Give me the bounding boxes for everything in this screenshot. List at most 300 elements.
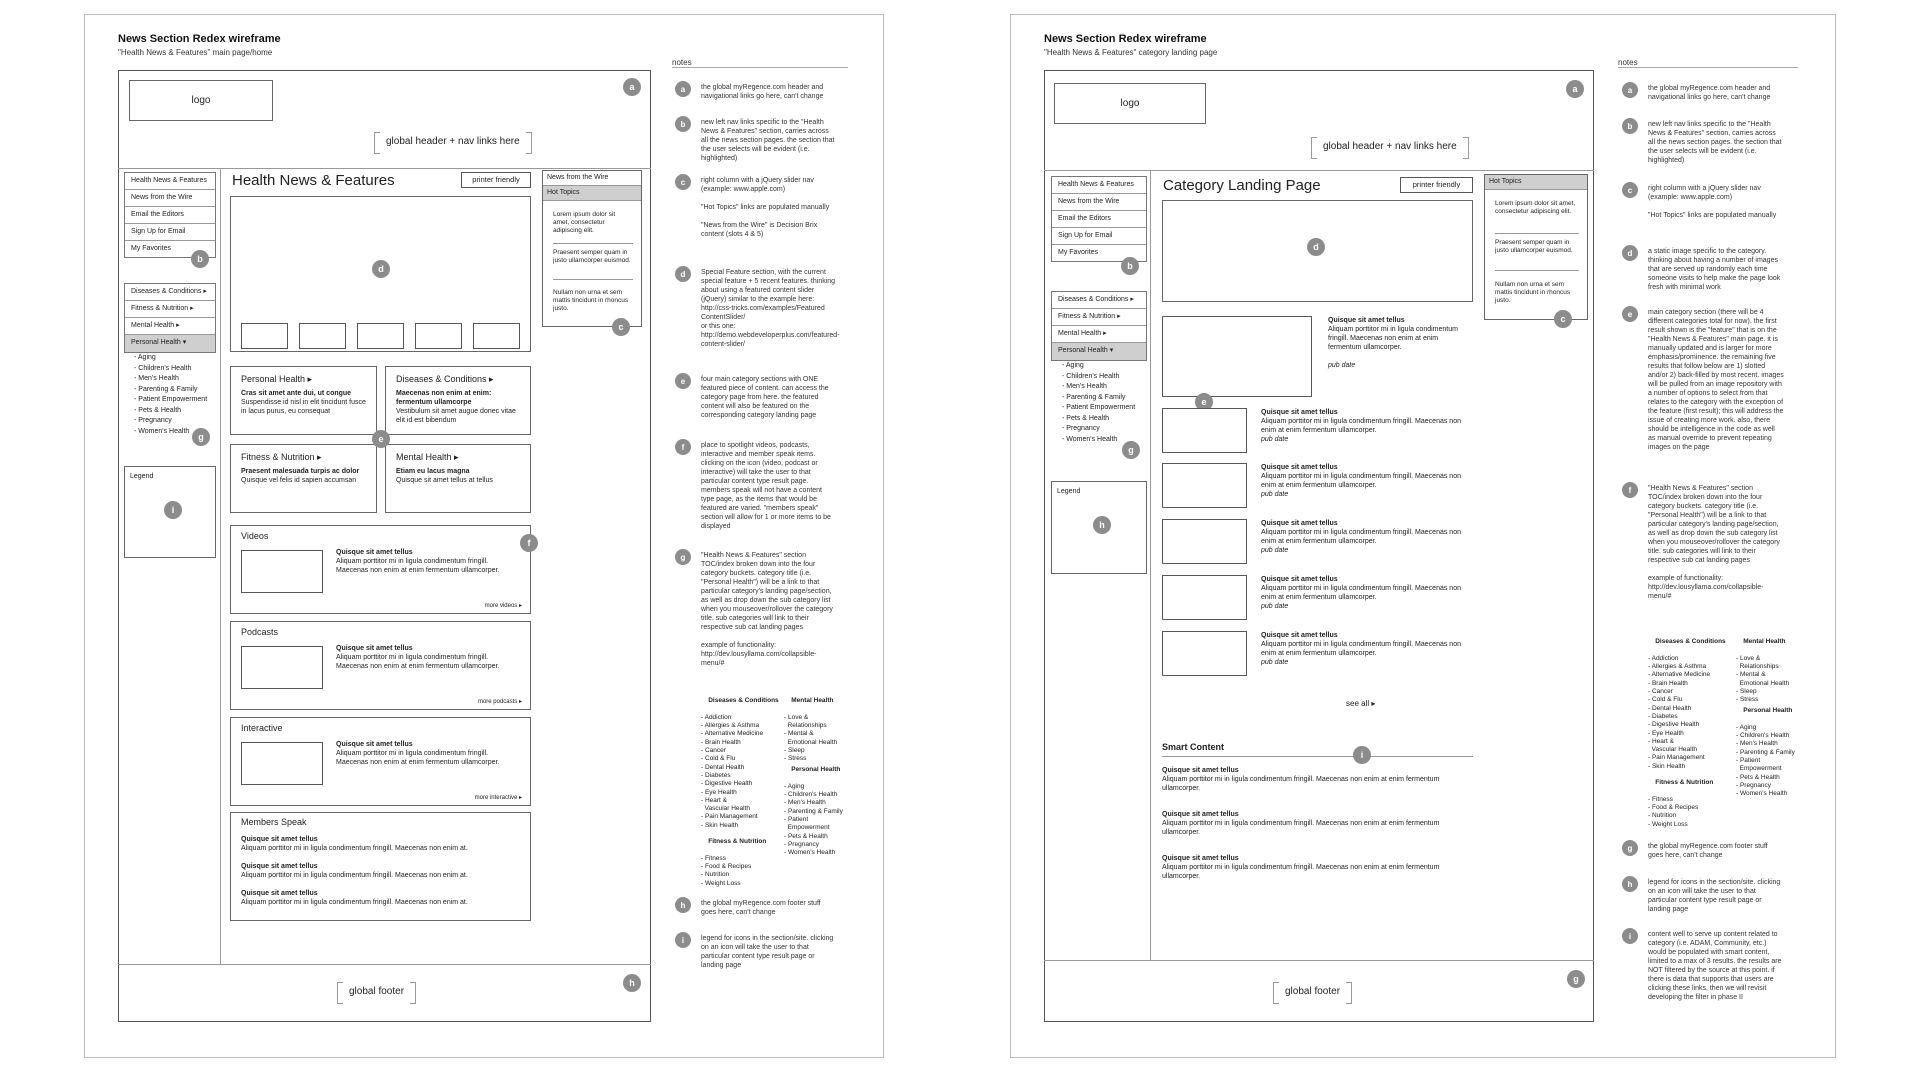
index-item[interactable]: - Women's Health <box>1736 790 1788 798</box>
right-sheet-subtitle: "Health News & Features" category landing page <box>1044 48 1218 57</box>
index-item[interactable]: - Pain Management <box>1648 754 1705 762</box>
index-item[interactable]: - Pain Management <box>701 813 758 821</box>
smart-item-2-text: Aliquam porttitor mi in ligula condimentum fringill. Maecenas non enim at enim fermentum ullamcorper. <box>1162 820 1440 836</box>
cat-personal-title[interactable]: Personal Health ▸ <box>241 374 313 384</box>
videos-title: Videos <box>241 531 269 541</box>
left-note-g-text: "Health News & Features" section TOC/index broken down into the four category buckets. category title (i.e. "Personal Health") will be a link to that particular category's landing page/section, as well as drop down the sub category list when you mouseover/rollover the category title. sub categories will link to their respective sub cat landing pages example of functionality: http://dev.lousyllama.com/collapsible-menu/# <box>701 552 833 667</box>
nav-cat-diseases[interactable]: Diseases & Conditions ▸ <box>125 284 215 301</box>
nav-cat-mental-label: Mental Health <box>131 322 175 329</box>
right-badge-d: d <box>1307 238 1325 256</box>
feature-image[interactable] <box>1162 316 1312 397</box>
left-note-h-text: the global myRegence.com footer stuff goes here, can't change <box>701 900 821 916</box>
result-head[interactable]: Quisque sit amet tellus <box>1261 576 1338 583</box>
nav-cat-fitness-label: Fitness & Nutrition <box>131 305 189 312</box>
index-item[interactable]: - Heart & <box>701 796 728 804</box>
index-item[interactable]: - Weight Loss <box>701 879 741 887</box>
more-podcasts-label: more podcasts <box>477 699 518 705</box>
interactive-thumb[interactable] <box>241 742 323 785</box>
left-note-d-badge: d <box>675 266 691 282</box>
index-item[interactable]: - Allergies & Asthma <box>701 722 760 730</box>
index-diseases-col <box>701 689 779 847</box>
r-subcat-aging[interactable]: - Aging <box>1062 362 1084 369</box>
left-note-i-badge: i <box>675 932 691 948</box>
slider-thumb-5[interactable] <box>473 323 520 349</box>
videos-item-text: Aliquam porttitor mi in ligula condimentum fringill. Maecenas non enim at enim fermentum ullamcorper. <box>336 558 500 574</box>
result-date: pub date <box>1261 547 1289 554</box>
index-item[interactable]: - Digestive Health <box>1648 721 1700 729</box>
hot-topic-divider-2 <box>553 279 633 280</box>
index-item[interactable]: - Parenting & Family <box>784 807 843 815</box>
index-item[interactable]: - Aging <box>1736 723 1757 731</box>
hot-topic-divider-1 <box>553 243 633 244</box>
r-index-fitness-title: Fitness & Nutrition <box>1655 779 1714 787</box>
result-item <box>1261 408 1466 444</box>
feature-text: Aliquam porttitor mi in ligula condimentum fringill. Maecenas non enim at enim fermentum ullamcorper. <box>1328 326 1458 351</box>
r-index-personal-items <box>1736 724 1795 799</box>
subcat-parenting[interactable]: - Parenting & Family <box>134 385 198 393</box>
subcat-children[interactable]: - Children's Health <box>134 364 192 372</box>
cat-box-fitness <box>230 444 377 513</box>
see-all-link[interactable]: see all ▸ <box>1346 699 1376 708</box>
left-note-a-badge: a <box>675 81 691 97</box>
interactive-title: Interactive <box>241 723 283 733</box>
r-nav-item-signup-email[interactable]: Sign Up for Email <box>1052 228 1146 245</box>
left-note-c-text: right column with a jQuery slider nav (example: www.apple.com) "Hot Topics" links are populated manually "News from the Wire" is Decision Brix content (slots 4 & 5) <box>701 177 830 238</box>
legend-label: Legend <box>130 473 154 480</box>
index-item[interactable]: Vascular Health <box>1648 746 1698 754</box>
podcasts-item-head[interactable]: Quisque sit amet tellus <box>336 645 413 652</box>
index-item[interactable]: - Cold & Flu <box>701 755 736 763</box>
r-subcat-patient[interactable]: - Patient Empowerment <box>1062 404 1136 411</box>
smart-item-3-head[interactable]: Quisque sit amet tellus <box>1162 855 1239 862</box>
podcasts-thumb[interactable] <box>241 646 323 689</box>
r-nav-cat-personal[interactable]: Personal Health ▾ <box>1052 343 1146 360</box>
smart-item-1 <box>1162 766 1462 793</box>
index-item[interactable]: - Children's Health <box>1736 732 1790 740</box>
subcat-patient[interactable]: - Patient Empowerment <box>134 396 208 403</box>
right-note-f-badge: f <box>1622 482 1638 498</box>
smart-item-1-text: Aliquam porttitor mi in ligula condimentum fringill. Maecenas non enim at enim fermentum ullamcorper. <box>1162 776 1440 792</box>
index-item[interactable]: - Allergies & Asthma <box>1648 663 1707 671</box>
result-head[interactable]: Quisque sit amet tellus <box>1261 632 1338 639</box>
right-note-e-badge: e <box>1622 306 1638 322</box>
result-head[interactable]: Quisque sit amet tellus <box>1261 520 1338 527</box>
index-item[interactable]: Vascular Health <box>701 805 751 813</box>
videos-item-head[interactable]: Quisque sit amet tellus <box>336 549 413 556</box>
r-index-fitness-items <box>1648 796 1713 829</box>
result-thumb[interactable] <box>1162 575 1247 620</box>
feature-date: pub date <box>1328 362 1356 369</box>
left-notes-heading: notes <box>672 58 848 68</box>
index-item[interactable]: - Food & Recipes <box>701 863 752 871</box>
interactive-item-head[interactable]: Quisque sit amet tellus <box>336 741 413 748</box>
index-diseases-title: Diseases & Conditions <box>708 697 779 705</box>
videos-item <box>336 548 516 575</box>
members-item-1 <box>241 835 526 853</box>
left-note-f-badge: f <box>675 439 691 455</box>
right-note-i-text: content well to serve up content related to category (i.e. ADAM, Community, etc.) would be populated with smart content, limited to a max of 3 results. the results are NOT filtered by the source at this point. if there is data that supports that users are clicking these links, then we will revisit developing the filter in phase II <box>1648 931 1782 1001</box>
index-personal-items <box>784 783 843 858</box>
nav-item-health-news[interactable]: Health News & Features <box>125 173 215 190</box>
right-badge-i: i <box>1353 746 1371 764</box>
index-item[interactable]: - Cancer <box>1648 688 1673 696</box>
right-note-f <box>1628 484 1784 601</box>
r-nav-item-health-news[interactable]: Health News & Features <box>1052 177 1146 194</box>
index-personal-title: Personal Health <box>791 766 841 774</box>
r-nav-item-news-wire[interactable]: News from the Wire <box>1052 194 1146 211</box>
left-note-a-text: the global myRegence.com header and navigational links go here, can't change <box>701 84 824 100</box>
nav-cat-personal-label: Personal Health <box>131 339 181 346</box>
index-item[interactable]: - Skin Health <box>701 821 739 829</box>
index-item[interactable]: - Mental & <box>784 730 814 738</box>
r-hot-topic-3[interactable]: Nullam non urna et sem mattis tincidunt in rhoncus justo. <box>1495 281 1571 304</box>
result-date: pub date <box>1261 659 1289 666</box>
index-item[interactable]: Relationships <box>784 722 827 730</box>
left-badge-e: e <box>372 430 390 448</box>
right-badge-a: a <box>1566 80 1584 98</box>
right-category-index <box>1648 630 1795 828</box>
right-badge-g-left: g <box>1122 441 1140 459</box>
left-note-b-badge: b <box>675 116 691 132</box>
feature-item <box>1328 316 1458 370</box>
r-index-mental-items <box>1736 655 1789 705</box>
right-notes-heading: notes <box>1618 58 1798 68</box>
index-item[interactable]: - Dental Health <box>1648 704 1692 712</box>
left-badge-b: b <box>191 250 209 268</box>
index-item[interactable]: - Cancer <box>701 747 726 755</box>
r-tab-hot-topics[interactable]: Hot Topics <box>1485 175 1587 190</box>
index-item[interactable]: - Sleep <box>1736 688 1757 696</box>
index-item[interactable]: - Love & <box>784 713 809 721</box>
right-badge-b: b <box>1121 257 1139 275</box>
index-item[interactable]: - Pets & Health <box>1736 773 1780 781</box>
tab-hot-topics[interactable]: Hot Topics <box>543 186 641 201</box>
index-item[interactable]: Emotional Health <box>1736 679 1790 687</box>
result-thumb[interactable] <box>1162 408 1247 453</box>
nav-item-signup-email[interactable]: Sign Up for Email <box>125 224 215 241</box>
index-item[interactable]: - Stress <box>784 755 807 763</box>
right-sidebar-divider <box>1150 170 1151 960</box>
r-hot-topic-2[interactable]: Praesent semper quam in justo ullamcorper euismod. <box>1495 239 1573 254</box>
result-thumb[interactable] <box>1162 519 1247 564</box>
cat-diseases-title[interactable]: Diseases & Conditions ▸ <box>396 374 494 384</box>
left-note-h <box>680 899 837 917</box>
more-videos-label: more videos <box>484 603 518 609</box>
subcat-pets[interactable]: - Pets & Health <box>134 406 182 414</box>
nav-item-my-favorites[interactable]: My Favorites <box>131 245 172 252</box>
left-right-column <box>542 170 642 327</box>
result-item <box>1261 463 1466 499</box>
right-printer-friendly-button[interactable]: printer friendly <box>1400 177 1473 193</box>
r-nav-item-my-favorites[interactable]: My Favorites <box>1058 249 1099 256</box>
index-item[interactable]: Emotional Health <box>784 738 838 746</box>
podcasts-title: Podcasts <box>241 627 279 637</box>
left-logo-box: logo <box>129 80 273 121</box>
right-badge-h-left: h <box>1093 516 1111 534</box>
nav-item-news-wire[interactable]: News from the Wire <box>125 190 215 207</box>
right-note-i <box>1628 930 1784 1002</box>
r-subcat-pets[interactable]: - Pets & Health <box>1062 414 1110 422</box>
index-item[interactable]: Empowerment <box>1736 765 1782 773</box>
index-item[interactable]: - Food & Recipes <box>1648 804 1699 812</box>
subcat-men[interactable]: - Men's Health <box>134 375 179 382</box>
r-subcat-pregnancy[interactable]: - Pregnancy <box>1062 425 1100 432</box>
more-interactive-link[interactable]: more interactive ▸ <box>474 795 522 801</box>
r-legend-label: Legend <box>1057 488 1081 495</box>
subcat-women[interactable]: - Women's Health <box>134 427 190 435</box>
right-logo-box: logo <box>1054 83 1206 124</box>
tab-news-wire[interactable]: News from the Wire <box>543 171 641 186</box>
members-speak-title: Members Speak <box>241 817 307 827</box>
left-sheet-title: News Section Redex wireframe <box>118 33 281 45</box>
index-item[interactable]: - Love & <box>1736 654 1761 662</box>
index-item[interactable]: Empowerment <box>784 824 830 832</box>
left-badge-g: g <box>192 428 210 446</box>
slider-thumb-3[interactable] <box>357 323 404 349</box>
cat-mental-body <box>396 467 524 485</box>
right-note-b <box>1627 120 1784 165</box>
right-note-d-badge: d <box>1622 245 1638 261</box>
index-item[interactable]: - Diabetes <box>1648 712 1678 720</box>
index-item[interactable]: - Heart & <box>1648 737 1675 745</box>
left-badge-a: a <box>623 78 641 96</box>
right-badge-e: e <box>1195 393 1213 411</box>
members-item-3-text: Aliquam porttitor mi in ligula condimentum fringill. Maecenas non enim at. <box>241 899 468 906</box>
index-item[interactable]: - Diabetes <box>701 771 731 779</box>
right-global-header: global header + nav links here <box>1323 141 1457 152</box>
right-hot-topics-column <box>1484 174 1588 320</box>
right-footer-divider <box>1044 960 1594 961</box>
cat-fitness-title[interactable]: Fitness & Nutrition ▸ <box>241 452 322 462</box>
hot-topic-1[interactable]: Lorem ipsum dolor sit amet, consectetur adipiscing elit. <box>553 211 616 234</box>
right-note-a-text: the global myRegence.com header and navigational links go here, can't change <box>1648 85 1771 101</box>
r-hot-topic-1[interactable]: Lorem ipsum dolor sit amet, consectetur adipiscing elit. <box>1495 200 1576 215</box>
left-section-nav <box>124 172 216 258</box>
left-sheet-subtitle: "Health News & Features" main page/home <box>118 48 273 57</box>
r-nav-cat-fitness-label: Fitness & Nutrition <box>1058 313 1116 320</box>
result-thumb[interactable] <box>1162 463 1247 508</box>
index-item[interactable]: - Cold & Flu <box>1648 696 1683 704</box>
hot-topic-2[interactable]: Praesent semper quam in justo ullamcorper euismod. <box>553 249 631 264</box>
index-item[interactable]: - Weight Loss <box>1648 820 1688 828</box>
right-page-title: Category Landing Page <box>1163 177 1321 194</box>
index-item[interactable]: - Women's Health <box>784 849 836 857</box>
r-index-diseases-items <box>1648 655 1726 771</box>
index-item[interactable]: - Digestive Health <box>701 780 753 788</box>
r-nav-cat-diseases[interactable]: Diseases & Conditions ▸ <box>1052 292 1146 309</box>
index-fitness-title: Fitness & Nutrition <box>708 838 767 846</box>
index-item[interactable]: - Brain Health <box>701 738 741 746</box>
index-item[interactable]: Relationships <box>1736 663 1779 671</box>
nav-item-email-editors[interactable]: Email the Editors <box>125 207 215 224</box>
result-item <box>1261 631 1466 667</box>
left-note-b <box>680 118 837 163</box>
index-item[interactable]: - Brain Health <box>1648 679 1688 687</box>
index-item[interactable]: - Skin Health <box>1648 762 1686 770</box>
index-item[interactable]: - Pregnancy <box>784 840 820 848</box>
interactive-item <box>336 740 516 767</box>
right-subcategory-list <box>1062 361 1135 445</box>
members-item-1-head[interactable]: Quisque sit amet tellus <box>241 836 318 843</box>
index-item[interactable]: - Eye Health <box>1648 729 1684 737</box>
left-note-i-text: legend for icons in the section/site. clicking on an icon will take the user to that particular content type result page or landing page <box>701 935 834 969</box>
right-note-b-badge: b <box>1622 118 1638 134</box>
slider-thumb-4[interactable] <box>415 323 462 349</box>
r-nav-item-email-editors[interactable]: Email the Editors <box>1052 211 1146 228</box>
r-hot-topic-divider-1 <box>1495 233 1579 234</box>
right-note-h-text: legend for icons in the section/site. clicking on an icon will take the user to that particular content type result page or landing page <box>1648 879 1781 913</box>
more-podcasts-link[interactable]: more podcasts ▸ <box>477 699 522 705</box>
r-nav-cat-fitness[interactable]: Fitness & Nutrition ▸ <box>1052 309 1146 326</box>
members-item-3-head[interactable]: Quisque sit amet tellus <box>241 890 318 897</box>
result-text: Aliquam porttitor mi in ligula condimentum fringill. Maecenas non enim at enim fermentum ullamcorper. <box>1261 585 1461 601</box>
right-note-b-text: new left nav links specific to the "Health News & Features" section, carries across all the news section pages. the section that the user selects will be evident (i.e. highlighted) <box>1648 121 1782 164</box>
nav-cat-personal[interactable]: Personal Health ▾ <box>125 335 215 352</box>
result-head[interactable]: Quisque sit amet tellus <box>1261 409 1338 416</box>
subcat-pregnancy[interactable]: - Pregnancy <box>134 417 172 424</box>
left-note-e-badge: e <box>675 373 691 389</box>
left-note-c-badge: c <box>675 174 691 190</box>
right-section-nav <box>1051 176 1147 262</box>
left-category-index <box>701 689 843 887</box>
index-item[interactable]: - Mental & <box>1736 671 1766 679</box>
right-header-divider <box>1044 170 1594 171</box>
right-note-a <box>1627 84 1784 102</box>
right-note-h <box>1627 878 1784 914</box>
right-note-d-text: a static image specific to the category. thinking about having a number of images that are served up randomly each time someone visits to help make the page look fresh with minimal work <box>1648 248 1781 291</box>
media-box-interactive <box>230 717 531 806</box>
r-index-personal-title: Personal Health <box>1743 707 1793 715</box>
smart-content-divider <box>1162 756 1473 757</box>
cat-mental-bold[interactable]: Etiam eu lacus magna <box>396 468 470 475</box>
smart-item-1-head[interactable]: Quisque sit amet tellus <box>1162 767 1239 774</box>
right-note-g-badge: g <box>1622 840 1638 856</box>
left-printer-friendly-button[interactable]: printer friendly <box>461 172 531 188</box>
index-item[interactable]: - Patient <box>1736 757 1761 765</box>
index-item[interactable]: - Fitness <box>1648 795 1673 803</box>
right-note-i-badge: i <box>1622 928 1638 944</box>
index-item[interactable]: - Nutrition <box>1648 812 1677 820</box>
r-nav-cat-personal-label: Personal Health <box>1058 347 1108 354</box>
cat-fitness-title-text: Fitness & Nutrition <box>241 452 315 462</box>
index-item[interactable]: - Alternative Medicine <box>701 730 764 738</box>
index-item[interactable]: - Alternative Medicine <box>1648 671 1711 679</box>
index-item[interactable]: - Eye Health <box>701 788 737 796</box>
r-nav-cat-mental-label: Mental Health <box>1058 330 1102 337</box>
index-item[interactable]: - Sleep <box>784 747 805 755</box>
index-item[interactable]: - Aging <box>784 782 805 790</box>
cat-box-personal <box>230 366 377 435</box>
members-item-2 <box>241 862 526 880</box>
subcat-aging[interactable]: - Aging <box>134 354 156 361</box>
left-header-divider <box>118 168 651 169</box>
index-item[interactable]: - Addiction <box>701 713 732 721</box>
result-text: Aliquam porttitor mi in ligula condimentum fringill. Maecenas non enim at enim fermentum ullamcorper. <box>1261 529 1461 545</box>
left-badge-f: f <box>520 534 538 552</box>
left-note-a <box>680 83 837 101</box>
result-thumb[interactable] <box>1162 631 1247 676</box>
right-sheet-title: News Section Redex wireframe <box>1044 33 1207 45</box>
left-badge-i: i <box>164 501 182 519</box>
r-subcat-men[interactable]: - Men's Health <box>1062 383 1107 390</box>
left-global-header: global header + nav links here <box>386 136 520 147</box>
slider-thumb-2[interactable] <box>299 323 346 349</box>
feature-head[interactable]: Quisque sit amet tellus <box>1328 317 1405 324</box>
r-index-diseases-col <box>1648 630 1726 788</box>
left-badge-c: c <box>612 318 630 336</box>
index-item[interactable]: - Fitness <box>701 854 726 862</box>
r-nav-cat-mental[interactable]: Mental Health ▸ <box>1052 326 1146 343</box>
cat-diseases-bold[interactable]: Maecenas non enim at enim: fermentum ullamcorpe <box>396 390 492 406</box>
nav-cat-fitness[interactable]: Fitness & Nutrition ▸ <box>125 301 215 318</box>
r-subcat-parenting[interactable]: - Parenting & Family <box>1062 393 1126 401</box>
nav-cat-mental[interactable]: Mental Health ▸ <box>125 318 215 335</box>
index-fitness-col <box>701 830 766 905</box>
right-note-h-badge: h <box>1622 876 1638 892</box>
members-item-3 <box>241 889 526 907</box>
index-item[interactable]: - Men's Health <box>784 799 826 807</box>
cat-fitness-body <box>241 467 371 485</box>
more-interactive-label: more interactive <box>474 795 518 801</box>
r-hot-topic-divider-2 <box>1495 270 1579 271</box>
index-item[interactable]: - Men's Health <box>1736 740 1778 748</box>
more-videos-link[interactable]: more videos ▸ <box>484 603 522 609</box>
slider-thumb-1[interactable] <box>241 323 288 349</box>
right-badge-c: c <box>1554 310 1572 328</box>
smart-content-title: Smart Content <box>1162 742 1225 752</box>
left-note-e <box>680 375 837 420</box>
right-note-e <box>1627 308 1784 452</box>
index-item[interactable]: - Pregnancy <box>1736 781 1772 789</box>
smart-item-2-head[interactable]: Quisque sit amet tellus <box>1162 811 1239 818</box>
index-item[interactable]: - Stress <box>1736 696 1759 704</box>
right-category-nav <box>1051 291 1147 361</box>
cat-personal-title-text: Personal Health <box>241 374 306 384</box>
index-item[interactable]: - Patient <box>784 816 809 824</box>
right-note-a-badge: a <box>1622 82 1638 98</box>
right-global-footer: global footer <box>1285 986 1341 997</box>
index-item[interactable]: - Dental Health <box>701 763 745 771</box>
left-category-nav <box>124 283 216 353</box>
hot-topic-3[interactable]: Nullam non urna et sem mattis tincidunt in rhoncus justo. <box>553 289 629 312</box>
cat-diseases-title-text: Diseases & Conditions <box>396 374 487 384</box>
nav-cat-diseases-label: Diseases & Conditions <box>131 288 202 295</box>
index-mental-title: Mental Health <box>791 697 834 705</box>
left-note-g-badge: g <box>675 549 691 565</box>
r-subcat-children[interactable]: - Children's Health <box>1062 372 1120 380</box>
members-item-2-text: Aliquam porttitor mi in ligula condimentum fringill. Maecenas non enim at. <box>241 872 468 879</box>
result-date: pub date <box>1261 603 1289 610</box>
index-item[interactable]: - Children's Health <box>784 791 838 799</box>
left-global-footer: global footer <box>349 986 405 997</box>
cat-mental-title[interactable]: Mental Health ▸ <box>396 452 459 462</box>
cat-diseases-text: Vestibulum sit amet augue donec vitae elit id est bibendum <box>396 408 516 424</box>
index-item[interactable]: - Pets & Health <box>784 832 828 840</box>
members-item-2-head[interactable]: Quisque sit amet tellus <box>241 863 318 870</box>
index-item[interactable]: - Parenting & Family <box>1736 748 1795 756</box>
result-head[interactable]: Quisque sit amet tellus <box>1261 464 1338 471</box>
index-item[interactable]: - Addiction <box>1648 654 1679 662</box>
r-subcat-women[interactable]: - Women's Health <box>1062 435 1118 443</box>
cat-fitness-bold[interactable]: Praesent malesuada turpis ac dolor <box>241 468 360 475</box>
index-item[interactable]: - Nutrition <box>701 871 730 879</box>
interactive-item-text: Aliquam porttitor mi in ligula condimentum fringill. Maecenas non enim at enim fermentum ullamcorper. <box>336 750 500 766</box>
r-index-mental-title: Mental Health <box>1743 638 1786 646</box>
media-box-podcasts <box>230 621 531 710</box>
right-note-e-text: main category section (there will be 4 different categories total for now). the first result shown is the "feature" that is on the "Health News & Features" main page. it is manually updated and is larger for more emphasis/prominence. the remaining five results that follow below are 1) slotted and/or 2) back-filled by most recent. images will be pulled from an image repository with a number of options to select from that relates to the category with the exception of the feature (first result); this will address the issue of creating more work. also, there should be intelligence in the code as well as manual override to prevent repeating images on the page <box>1648 309 1784 451</box>
videos-thumb[interactable] <box>241 550 323 593</box>
cat-personal-bold[interactable]: Cras sit amet ante dui, ut congue <box>241 390 352 397</box>
